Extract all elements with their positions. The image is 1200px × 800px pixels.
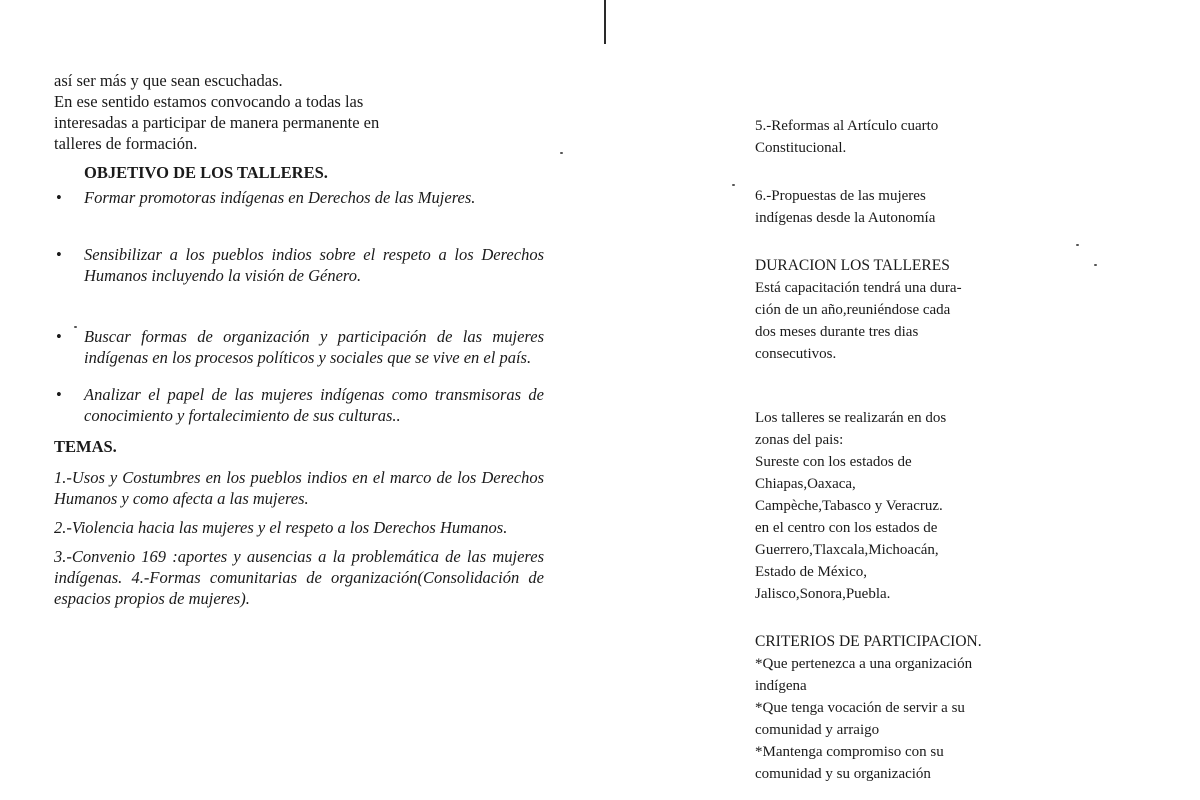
criterios-line: comunidad y arraigo	[755, 722, 880, 738]
tema-item: 1.-Usos y Costumbres en los pueblos indios en el marco de los Derechos Humanos y como afecta a las mujeres.	[54, 468, 544, 508]
tema-line: 5.-Reformas al Artículo cuarto	[755, 118, 939, 134]
tema-item-6	[755, 185, 1065, 229]
intro-paragraph	[54, 70, 544, 154]
zones-line: Campèche,Tabasco y Veracruz.	[755, 498, 943, 514]
zones-line: Estado de México,	[755, 564, 868, 580]
page-fold-mark	[604, 0, 606, 44]
objetivo-item: • Analizar el papel de las mujeres indígenas como transmisoras de conocimiento y fortalecimiento de sus culturas..	[54, 384, 544, 426]
duracion-line: consecutivos.	[755, 346, 837, 362]
scan-speck	[1076, 244, 1079, 246]
criterios-line: indígena	[755, 678, 807, 694]
zones-line: zonas del pais:	[755, 432, 844, 448]
tema-line: 6.-Propuestas de las mujeres	[755, 188, 926, 204]
criterios-line: *Mantenga compromiso con su	[755, 744, 944, 760]
objetivo-heading: OBJETIVO DE LOS TALLERES.	[84, 163, 328, 182]
criterios-heading: CRITERIOS DE PARTICIPACION.	[755, 633, 982, 650]
tema-line: indígenas desde la Autonomía	[755, 210, 936, 226]
criterios-line: comunidad y su organización	[755, 766, 931, 782]
intro-line: interesadas a participar de manera permanente en	[54, 113, 380, 132]
left-column	[54, 70, 544, 617]
zones-line: Guerrero,Tlaxcala,Michoacán,	[755, 542, 939, 558]
scan-speck	[560, 152, 563, 154]
duracion-line: Está capacitación tendrá una dura-	[755, 280, 962, 296]
objetivo-item: • Formar promotoras indígenas en Derechos de las Mujeres.	[54, 187, 544, 208]
criterios-line: *Que pertenezca a una organización	[755, 656, 973, 672]
right-column	[755, 115, 1065, 785]
zones-line: Jalisco,Sonora,Puebla.	[755, 586, 891, 602]
tema-item-5	[755, 115, 1065, 159]
duracion-heading: DURACION LOS TALLERES	[755, 257, 950, 274]
scan-speck	[732, 184, 735, 186]
tema-line: Constitucional.	[755, 140, 847, 156]
zones-line: Los talleres se realizarán en dos	[755, 410, 947, 426]
tema-item: 2.-Violencia hacia las mujeres y el respeto a los Derechos Humanos.	[54, 518, 508, 537]
tema-item: 3.-Convenio 169 :aportes y ausencias a la problemática de las mujeres indígenas. 4.-Formas comunitarias de organización(Consolidación de espacios propios de mujeres).	[54, 547, 544, 608]
duracion-line: ción de un año,reuniéndose cada	[755, 302, 951, 318]
intro-line: En ese sentido estamos convocando a todas las	[54, 92, 364, 111]
objetivo-list	[54, 187, 544, 426]
temas-heading: TEMAS.	[54, 437, 117, 456]
duracion-paragraph	[755, 277, 1065, 365]
duracion-line: dos meses durante tres dias	[755, 324, 919, 340]
intro-line: talleres de formación.	[54, 134, 198, 153]
zones-paragraph	[755, 407, 1065, 605]
objetivo-item: • Buscar formas de organización y participación de las mujeres indígenas en los procesos políticos y sociales que se vive en el país.	[54, 326, 544, 368]
zones-line: en el centro con los estados de	[755, 520, 938, 536]
intro-line: así ser más y que sean escuchadas.	[54, 71, 283, 90]
zones-line: Sureste con los estados de	[755, 454, 912, 470]
criterios-paragraph	[755, 653, 1065, 785]
objetivo-item: • Sensibilizar a los pueblos indios sobre el respeto a los Derechos Humanos incluyendo la visión de Género.	[54, 244, 544, 286]
scan-speck	[1094, 264, 1097, 266]
criterios-line: *Que tenga vocación de servir a su	[755, 700, 965, 716]
zones-line: Chiapas,Oaxaca,	[755, 476, 856, 492]
